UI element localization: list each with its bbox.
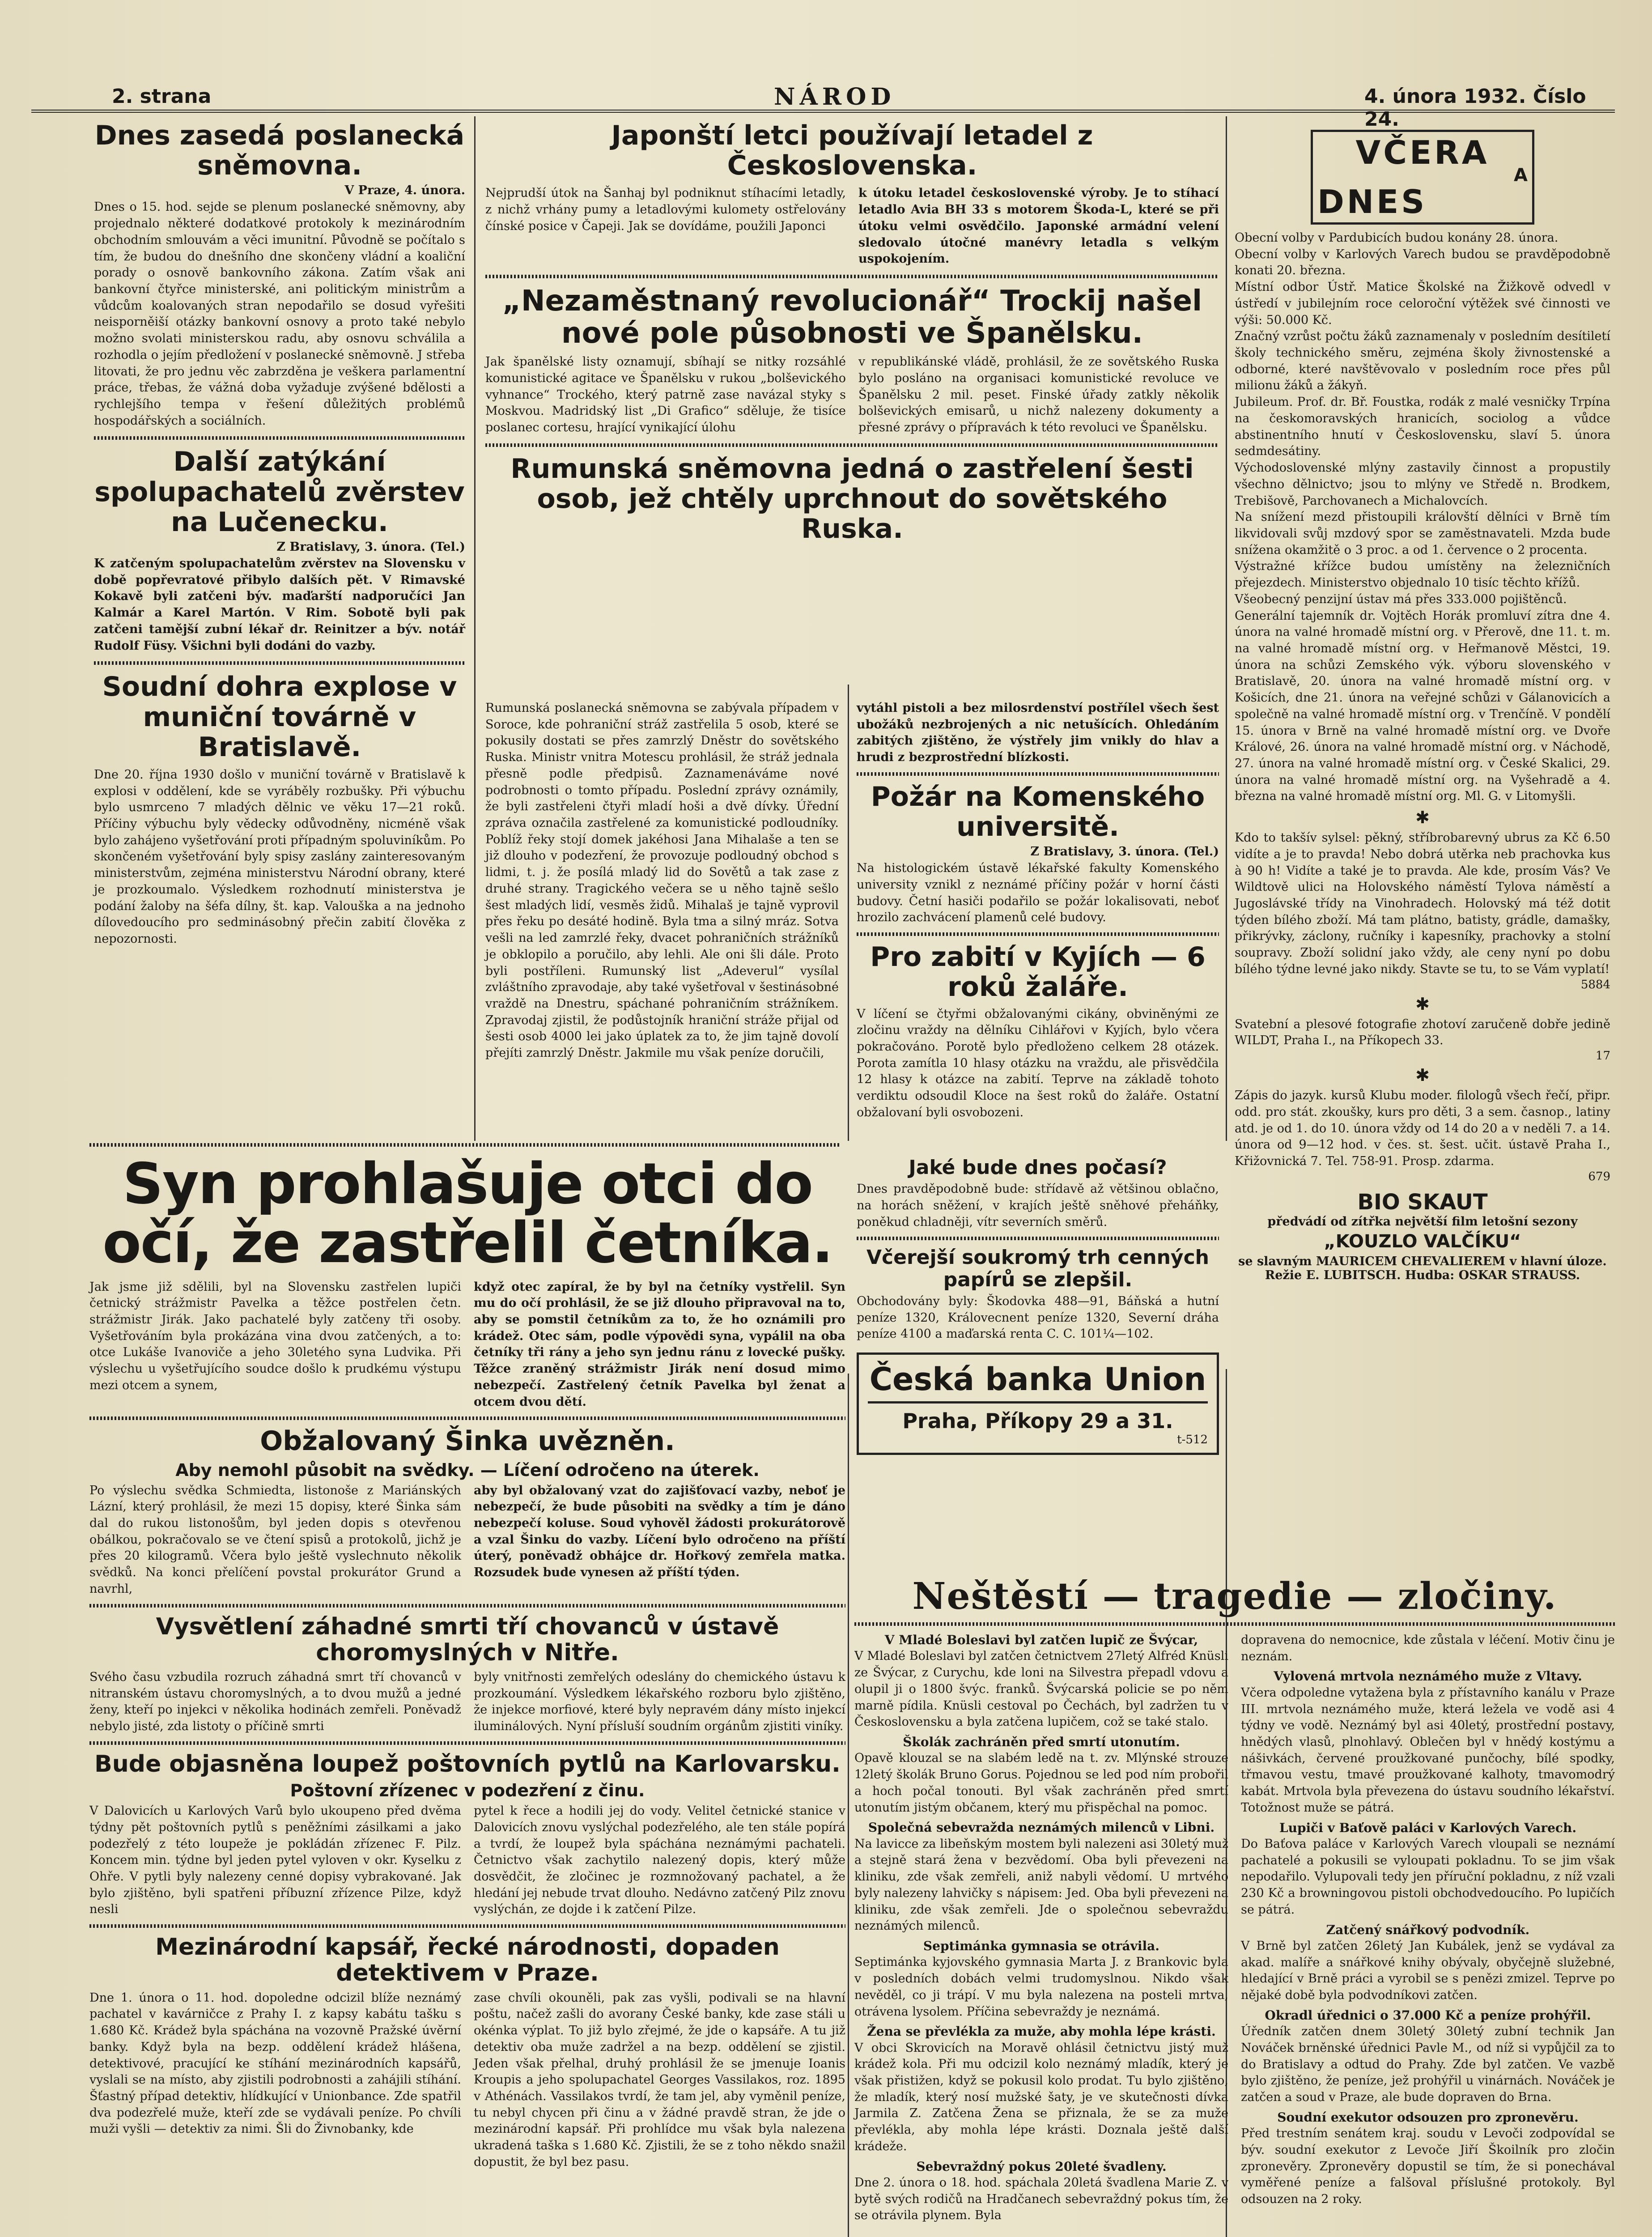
film-title: „KOUZLO VALČÍKU“ — [1324, 1231, 1521, 1252]
article-text: k útoku letadel československé výroby. Je to stíhací letadlo Avia BH 33 s motorem Škoda-L, které se při útoku velmi osvědčilo. Japonské armádní velení sledovalo útočné manévry letadla s velkým uspokojením. — [858, 186, 1219, 266]
section-rule — [89, 1143, 841, 1147]
crime-item-heading: Soudní exekutor odsouzen pro zpronevěru. — [1277, 2109, 1579, 2125]
crime-item-heading: Žena se převlékla za muže, aby mohla lépe krásti. — [867, 2024, 1216, 2039]
crime-item-heading: Sebevraždný pokus 20leté švadleny. — [916, 2159, 1167, 2174]
crime-item — [1241, 1820, 1615, 1918]
article-accidents-crimes — [854, 1575, 1615, 2228]
crime-item — [854, 1632, 1228, 1731]
section-rule — [89, 1604, 845, 1608]
section-rule — [857, 772, 1219, 776]
subheadline: Poštovní zřízenec v podezření z činu. — [290, 1781, 645, 1801]
crime-item — [1241, 2109, 1615, 2208]
headline: Další zatýkání spolupachatelů zvěrstev na Lučenecku. — [94, 446, 465, 538]
bank-advert — [857, 1352, 1219, 1455]
ad-code: 679 — [1588, 1170, 1610, 1183]
article-text: když otec zapíral, že by byl na četníky vystřelil. Syn mu do očí prohlásil, že se již dlouho připravoval na to, aby se pomstil četníkům za to, že ho oznámili pro krádež. Otec sám, podle výpovědi syna, vypálil na oba četníky tři rány a jeho syn jednu ránu z lovecké pušky. Těžce zraněný strážmistr Jirák není dosud mimo nebezpečí. Zastřelený četník Pavelka byl ženat a otcem dvou dětí. — [474, 1280, 845, 1409]
ad-code: t-512 — [1177, 1433, 1208, 1447]
crime-item-heading: Okradl úřednici o 37.000 Kč a peníze prohýřil. — [1265, 2007, 1591, 2023]
separator-star: ✱ — [1415, 994, 1430, 1014]
article-text: K zatčeným spolupachatelům zvěrstev na Slovensku v době popřevratové přibylo dalších pět. V Rimavské Kokavě byli zatčeni býv. maďarští nadporučíci Jan Kalmár a Karel Martón. V Rim. Sobotě byli pak zatčeni tamější zubní lékař dr. Reinitzer a býv. notář Rudolf Füsy. Všichni byli dodáni do vazby. — [94, 557, 465, 653]
crime-item — [854, 1734, 1228, 1816]
crime-item — [1241, 1922, 1615, 2004]
article-text: Dnes pravděpodobně bude: střídavě až většinou oblačno, na horách sněžení, v krajích ještě sněhové přeháňky, poněkud chladněji, vítr severních směrů. — [857, 1182, 1219, 1229]
headline: „Nezaměstnaný revolucionář“ Trockij našel nové pole působnosti ve Španělsku. — [502, 284, 1202, 350]
headline: Pro zabití v Kyjích — 6 roků žaláře. — [870, 941, 1206, 1003]
crime-item-text: Na lavicce za libeňským mostem byli nalezeni asi 30letý muž a stejně stará žena v bezvědomí. Oba byli převezeni na kliniku, zde však zemřeli, aniž nabyli vědomí. U mrtvého byly nalezeny lahvičky s nápisem: Jed. Oba byli převezeni na kliniku, zde však zemřeli. Jde o společnou sebevraždu neznámých milenců. — [854, 1837, 1228, 1933]
column-rule — [848, 1374, 849, 2237]
headline: Japonští letci používají letadel z Československa. — [611, 120, 1093, 182]
newspaper-title: NÁROD — [774, 83, 896, 111]
column-2 — [485, 121, 1219, 544]
headline: Soudní dohra explose v muniční továrně v Bratislavě. — [102, 671, 457, 763]
separator-star: ✱ — [1415, 1065, 1430, 1085]
headline: Obžalovaný Šinka uvězněn. — [260, 1425, 675, 1457]
crime-item-heading: Společná sebevražda neznámých milenců v Libni. — [868, 1820, 1215, 1835]
crimes-column-left — [854, 1632, 1228, 2228]
ad-code: 5884 — [1580, 978, 1610, 991]
news-item: Značný vzrůst počtu žáků zaznamenaly v posledním desítiletí školy technického směru, zejména školy živnostenské a odborné, které navštěvovalo v posledním roce přes půl milionu žáků a žákyň. — [1235, 329, 1610, 393]
article-romania — [485, 454, 1219, 544]
article-text: Po výslechu svědka Schmiedta, listonoše z Mariánských Lázní, který prohlásil, že mezi 15 dopisy, které Šinka sám dal do rukou listonošům, byl jeden dopis s otevřenou obálkou, pokračovalo se ve čtení spisů a protokolů, jichž je přes 20 kilogramů. Včera bylo ještě vyslechnuto několik svědků. Na konci přelíčení povstal prokurátor Grund a navrhl, — [89, 1483, 461, 1596]
section-rule — [94, 661, 465, 665]
article-text: Na histologickém ústavě lékařské fakulty Komenského university vznikl z neznámé příčiny požár v horní části budovy. Četní hasiči podařilo se požár lokalisovati, neboť hrozilo zachvácení plamenů celé budovy. — [857, 861, 1219, 925]
news-item: Na snížení mezd přistoupili královští dělníci v Brně tím likvidovali svůj mzdový spor se zaměstnavateli. Mzda bude snížena okamžitě o 3 proc. a od 1. července o 2 procenta. — [1235, 510, 1610, 557]
advert-text: Zápis do jazyk. kursů Klubu moder. filologů všech řečí, připr. odd. pro stát. zkoušky, kurs pro děti, 3 a sem. časnop., latiny atd. je od 1. do 10. února vždy od 14 do 20 a v neděli 7. a 14. února od 9—12 hod. v čes. st. šest. učit. ústavě Praha I., Křižovnická 7. Tel. 758-91. Prosp. zdarma. — [1235, 1089, 1610, 1168]
news-item: Místní odbor Ústř. Matice Školské na Žižkově odvedl v ústředí v jubilejním roce celoroční výtěžek své činnosti ve výši: 50.000 Kč. — [1235, 280, 1610, 327]
crime-item-text: Včera odpoledne vytažena byla z přístavního kanálu v Praze III. mrtvola neznámého muže, která ležela ve vodě asi 4 týdny ve vodě. Neznámý byl asi 40letý, prostřední postavy, hnědých vlasů, plnohlavý. Oblečen byl v hnědý kostýmu a nášivkách, červené proužkované punčochy, bílé spodky, třmavou vestu, tmavé proužkované kalhoty, tmavomodrý kabát. Mrtvola byla převezena do ústavu soudního lékařství. Totožnost muže se pátrá. — [1241, 1685, 1615, 1815]
crime-item-text: Opavě klouzal se na slabém ledě na t. zv. Mlýnské strouze 12letý školák Bruno Gorus. Pojednou se led pod ním probořil a hoch počal tonouti. Byl však zachráněn před smrtí utonutím jistým občanem, který mu přispěchal na pomoc. — [854, 1751, 1228, 1815]
headline: Rumunská sněmovna jedná o zastřelení šesti osob, jež chtěly uprchnout do sovětského Ruska. — [510, 453, 1194, 545]
crime-item-text: Úředník zatčen dnem 30letý 30letý zubní technik Jan Nováček brněnské úřednici Pavle M., od níž si vypůjčil za to do Bratislavy a odtud do Prahy. Zde byl zatčen. Ve vazbě bylo zjištěno, že peníze, jež prohýřil u vinárnách. Nováček je zatčen a soud v Praze, ale bude dopraven do Brna. — [1241, 2024, 1615, 2105]
section-rule — [89, 1924, 845, 1928]
article-text: vytáhl pistoli a bez milosrdenství postřílel všech šest ubožáků nezbrojených a nic netušících. Ohledáním zabitých zjištěno, že výstřely jim vnikly do hlav a hrudi z bezprostřední blízkosti. — [857, 701, 1219, 765]
crime-item-heading: Septimánka gymnasia se otrávila. — [923, 1938, 1160, 1953]
masthead — [31, 67, 1615, 131]
news-item: Obecní volby v Karlových Varech budou se pravděpodobně konati 20. března. — [1235, 247, 1610, 278]
article-explosion — [94, 672, 465, 947]
subheadline: Aby nemohl působit na svědky. — Líčení odročeno na úterek. — [175, 1460, 760, 1480]
article-text: Nejprudší útok na Šanhaj byl podniknut stíhacími letadly, z nichž vrhány pumy a letadlovými kulomety ostřelovány čínské posice v Čapeji. Jak se dovídáme, použili Japonci — [485, 186, 846, 233]
article-text: byly vnitřnosti zemřelých odeslány do chemického ústavu k prozkoumání. Výsledkem lékařského rozboru bylo zjištěno, že injekce morfiové, které byly nepravém dány místo injekcí iluminálových. Nyní přísluší soudním orgánům zjistiti viníky. — [474, 1670, 845, 1734]
article-fire — [857, 782, 1219, 926]
crime-item-heading: V Mladé Boleslavi byl zatčen lupič ze Švýcar, — [884, 1633, 1198, 1647]
article-trial-kyje — [857, 942, 1219, 1121]
column-2-right — [857, 700, 1219, 1121]
crime-item-heading: Lupiči v Baťově paláci v Karlových Varech. — [1279, 1820, 1577, 1835]
article-text: zase chvíli okouněli, pak zas vyšli, podivali se na hlavní poštu, načež zašli do avorany České banky, kde zase stáli u okénka výplat. To již bylo zřejmé, že jde o kapsáře. A tu již detektiv oba muže zadržel a na bezp. oddělení se zjistil. Jeden však přelhal, druhý prohlásil že se jmenuje Ioanis Kroupis a jeho spolupachatel Georges Vassilakos, roz. 1895 v Athénách. Vassilakos tvrdí, že tam jel, aby vyměnil peníze, tu nebyl chycen při činu a v žádné pravdě stran, že jde o mezinárodní kapsář. Při prohlídce mu však byla nalezena ukradená taška s 1.680 Kč. Zjistili, že se z toho někdo snažil dopustit, že byl bez pasu. — [474, 1990, 845, 2169]
logo-text: A — [1514, 165, 1528, 186]
article-son-gendarme — [89, 1151, 845, 2171]
crime-item-text: V Brně byl zatčen 26letý Jan Kubálek, jenž se vydával za akad. malíře a snářkové knihy obývaly, obyčejně služebné, hledající v Brně práci a vyrobil se s penězi zmizel. Teprve po nějaké době byla podvodníkovi zatčen. — [1241, 1939, 1615, 2003]
article-text: Rumunská poslanecká sněmovna se zabývala případem v Soroce, kde pohraniční stráž zastřelila 5 osob, které se pokusily dostati se přes zamrzlý Dněstr do sovětského Ruska. Ministr vnitra Motescu prohlásil, že stráž jednala přesně podle předpisů. Zaznamenáváme nové podrobnosti o tomto případu. Poslední zprávy oznámily, že byli zastřeleni čtyři mladí hoši a dvě dívky. Úřední zpráva označila zastřelené za komunistické podloudníky. Poblíž řeky stojí domek jakéhosi Jana Mihalaše a ten se již dlouho v podezření, že provozuje podloudný obchod s lidmi, t. j. že posílá mladý lid do Sovětů a tak zase z druhé strany. Tragického večera se u něho tajně sešlo šest mladých lidí, vesměs židů. Mihalaš je tajně vyprovil přes řeku po desáté hodině. Byla tma a silný mráz. Sotva vešli na led zamrzlé řeky, dvacet pohraničních strážníků je obklopilo a poručilo, aby lehli. Ale oni šli dále. Proto byli postříleni. Rumunský list „Adeverul“ vysílal zvláštního zpravodaje, aby také vyšetřoval v šestinásobné vraždě na Dnestru, spáchané pohraničním strážníkem. Zpravodaj zjistil, že podůstojník hraniční stráže přijal od šesti osob 4000 lei jako úplatek za to, že jim tajně dovolí přejíti zamrzlý Dněstr. Jakmile mu však peníze doručili, — [485, 701, 839, 1060]
crime-item-text: Septimánka kyjovského gymnasia Marta J. z Brankovic byla v posledních dobách velmi trudomyslnou. Nikdo však nevěděl, co ji trápí. V mu byla nalezena na posteli mrtva, otrávena lysolem. Příčina sebevraždy je neznámá. — [854, 1955, 1228, 2019]
cinema-name: BIO SKAUT — [1357, 1189, 1488, 1215]
crime-item — [854, 1820, 1228, 1935]
headline: Bude objasněna loupež poštovních pytlů na Karlovarsku. — [94, 1750, 841, 1778]
news-item: Všeobecný penzijní ústav má přes 333.000 pojištěnců. — [1235, 592, 1567, 606]
section-rule — [485, 443, 1219, 447]
crime-item-text: V obci Skrovicích na Moravě ohlásil četnictvu jistý muž krádež kola. Při mu odcizil kolo neznámý mladík, který je však přistižen, když se pokusil kolo prodat. Tu bylo zjištěno, že mladík, který nosí mužské šaty, je ve skutečnosti dívka Jarmila Z. Zatčena Žena se přiznala, že se za muže převlékla, aby mohla lépe krásti. Doznala ještě další krádeže. — [854, 2041, 1228, 2153]
article-japanese-pilots — [485, 121, 1219, 268]
crime-item-text: Do Baťova paláce v Karlových Varech vloupali se neznámí pachatelé a pokusili se vyloupati pokladnu. To se jim však nepodařilo. Vylupovali tedy jen příruční pokladnu, z níž vzali 230 Kč a browningovou pistoli obchodvedoucího. Po lupičích se pátrá. — [1241, 1837, 1615, 1917]
advert-text: Svatební a plesové fotografie zhotoví zaručeně dobře jedině WILDT, Praha I., na Příkopech 33. — [1235, 1017, 1610, 1048]
section-rule — [485, 275, 1219, 278]
article-mail-bags — [89, 1751, 845, 1918]
issue-date: 4. února 1932. Číslo 24. — [1364, 85, 1586, 131]
article-text: Dnes o 15. hod. sejde se plenum poslanecké sněmovny, aby projednalo některé dodatkové protokoly k mezinárodním obchodním smlouvám a věci imunitní. Původně se počítalo s tím, že budou do dnešního dne skončeny vládní a koaliční porady o osnově bankovního zákona. Zatím však ani bankovní čtyřce ministerské, ani politickým ministrům a vůdcům koalovaných stran nepodařilo se dosud vyřešiti neisporněiší otázky bankovní osnovy a proto také nebylo možno svolati ministerskou radu, aby osnovu schválila a rozhodla o jejím předložení v poslanecké sněmovně. J střeba litovati, že pro jednu věc zabrzděna je veškera parlamentní práce, třebas, že vážná doba vyžaduje zvýšené bdělosti a rychlejšího tempa v řešení důležitých problémů hospodářských a sociálních. — [94, 200, 465, 428]
column-rule — [848, 685, 849, 1141]
crime-item-heading: Školák zachráněn před smrtí utonutím. — [903, 1734, 1180, 1749]
article-text: v republikánské vládě, prohlásil, že ze sovětského Ruska bylo posláno na organisaci komunistické revoluce ve Španělsku 2 mil. peset. Finské úřady zatkly několik bolševických emisarů, u nichž nalezeny dokumenty a přesné zprávy o přípravách k této revoluci ve Španělsku. — [858, 355, 1219, 435]
article-text: V líčení se čtyřmi obžalovanými cikány, obviněnými ze zločinu vraždy na dělníku Cihlářovi v Kyjích, bylo včera pokračováno. Porotě bylo předloženo celkem 28 otázek. Porota zamítla 10 hlasy otázku na vraždu, ale přisvědčila 12 hlasy k otázce na zabití. Teprve na základě tohoto verdiktu odsoudil Kloce na šest roků do žaláře. Ostatní obžalovaní byli osvobozeni. — [857, 1007, 1219, 1119]
article-text: Dne 20. října 1930 došlo v muniční továrně v Bratislavě k explosi v oddělení, kde se vyráběly rozbušky. Při výbuchu bylo usmrceno 7 mladých dělnic ve věku 17—21 roků. Příčiny výbuchu byly vědecky odůvodněny, nicméně však bylo zahájeno vyšetřování proti případným spoluviníkům. Po skončeném vyšetřování byly spisy zaslány zainteresovaným ministerstvům, zejména ministerstvu Národní obrany, které je prozkoumalo. Výsledkem rozhodnutí ministerstva je podání žaloby na šéfa dílny, št. kap. Valouška a na jednoho dílovedoucího pro sedminásobný přečin zabití člověka z nepozornosti. — [94, 767, 465, 946]
column-2-lower — [857, 1157, 1219, 1455]
logo-text: VČERA — [1355, 134, 1490, 171]
dateline: Z Bratislavy, 3. února. (Tel.) — [1030, 845, 1219, 859]
page-number: 2. strana — [112, 85, 212, 108]
vcera-dnes-logo — [1311, 130, 1534, 225]
article-parliament — [94, 121, 465, 429]
headline: Syn prohlašuje otci do očí, že zastřelil četníka. — [102, 1151, 832, 1276]
article-text: aby byl obžalovaný vzat do zajišťovací vazby, neboť je nebezpečí, že bude působiti na svědky a tím je dáno nebezpečí koluse. Soud vyhověl žádosti prokurátorově a vzal Šinku do vazby. Líčení bylo odročeno na příští úterý, poněvadž obhájce dr. Hořkový zemřela matka. Rozsudek bude vynesen až příští týden. — [474, 1483, 845, 1580]
logo-text: DNES — [1317, 183, 1427, 221]
crime-item — [854, 2024, 1228, 2155]
crime-item — [854, 1938, 1228, 2020]
section-rule — [857, 1237, 1219, 1240]
headline: Mezinárodní kapsář, řecké národnosti, dopaden detektivem v Praze. — [155, 1934, 780, 1987]
crime-item — [854, 2159, 1228, 2224]
bank-name: Česká banka Union — [868, 1361, 1208, 1403]
headline: Vysvětlení záhadné smrti tří chovanců v ústavě choromyslných v Nitře. — [156, 1613, 779, 1666]
headline: Dnes zasedá poslanecká sněmovna. — [94, 120, 465, 182]
section-rule — [89, 1741, 845, 1745]
article-text: Dne 1. února o 11. hod. dopoledne odcizil blíže neznámý pachatel v kavárničce z Prahy I. z kapsy kabátu tašku s 1.680 Kč. Krádež byla spáchána na vozovně Pražské úvěrní banky. Když byla na bezp. oddělení krádež hlášena, detektivové, pracující ke stíhání mezinárodních kapsářů, vyslali se na místo, aby zjistili podrobnosti a zahájili stíhání. Šťastný případ detektiv, hlídkující v Unionbance. Zde spatřil dva podezřelé muže, kteří zde se vydávali peníze. Po chvíli muži vyšli — detektiv za nimi. Šli do Živnobanky, kde — [89, 1990, 461, 2136]
headline: Neštěstí — tragedie — zločiny. — [912, 1575, 1557, 1618]
article-text: Jak jsme již sdělili, byl na Slovensku zastřelen lupiči četnický strážmistr Pavelka a těžce postřelen četn. strážmistr Jirák. Jako pachatelé byly zatčeny tři osoby. Vyšetřováním byla prokázána vina dvou zatčených, a to: otce Lukáše Ivanoviče a jeho 30letého syna Ludvika. Při výslechu u vyšetřujícího soudce došlo k prudkému výstupu mezi otcem a synem, — [89, 1280, 461, 1392]
crime-item-text: V Mladé Boleslavi byl zatčen četnictvem 27letý Alfréd Knüsli ze Švýcar, z Curychu, kde loni na Silvestra přepadl vdovu a olupil ji o 1800 švýc. franků. Švýcarská policie se po něm marně pídila. Knüsli cestoval po Čechách, byl zadržen tu v Československu a byla zatčena lupičem, což se také stalo. — [854, 1649, 1228, 1729]
article-sinka — [89, 1426, 845, 1597]
separator-star: ✱ — [1415, 808, 1430, 828]
column-rule — [474, 116, 476, 1141]
news-item: Jubileum. Prof. dr. Bř. Foustka, rodák z malé vesničky Trpína na českomoravských hranicích, sociolog a vůdce abstinentního hnutí v Československu, slaví 5. února sedmdesátiny. — [1235, 395, 1610, 459]
dateline: V Praze, 4. února. — [344, 183, 465, 198]
advert-text: Kdo to takšív sylsel: pěkný, stříbrobarevný ubrus za Kč 6.50 vidíte a je to pravda! Nebo dobrá utěrka neb prachovka kus à 90 h! Vidíte a také je to pravda. Ale kde, prosím Vás? Ve Wildtově ulici na Holovského náměstí Tylova náměstí a Jugoslávské třídy na Vinohradech. Holovský má též dotit týden bílého zboží. Má tam plátno, batisty, grádle, damašky, přikrývky, záclony, ručníky i kapesníky, prachovky a stolní soupravy. Zboží solidní jako vždy, ale ceny nyní po dobu bílého týdne levné jako nikdy. Stavte se tu, to se Vám vyplatí! — [1235, 831, 1610, 976]
cinema-text: se slavným MAURICEM CHEVALIEREM v hlavní úloze. Režie E. LUBITSCH. Hudba: OSKAR STRAUSS. — [1238, 1254, 1607, 1282]
bank-address: Praha, Příkopy 29 a 31. — [902, 1409, 1173, 1433]
news-item: Generální tajemník dr. Vojtěch Horák promluví zítra dne 4. února na valné hromadě místní org. v Přerově, dne 11. t. m. na valné hromadě místní org. v Heřmanově Městci, 19. února na schůzi Zemského výk. výboru slovenského v Bratislavě, 20. února na valné hromadě místní org. v Košicích, dne 21. února na veřejné schůzi v Gálanovicích a společně na valné hromadě místní org. v Trenčíně. V pondělí 15. února v Brně na valné hromadě místní org. ve Dvoře Králové, 26. února na valné hromadě místní org. v Náchodě, 27. února na valné hromadě místní org. v České Skalici, 29. února na valné hromadě místní org. na Vyšehradě a 4. března na valné hromadě místní org. Ml. G. v Litomyšli. — [1235, 608, 1610, 804]
article-text: Svého času vzbudila rozruch záhadná smrt tří chovanců v nitranském ústavu choromyslných, a to dvou mužů a jedné ženy, kteří po injekci v několika hodinách zemřeli. Poněvadž nebylo jisté, zda listoty o příčině smrti — [89, 1670, 461, 1734]
column-1 — [94, 121, 465, 948]
crime-item-heading: Vylovená mrtvola neznámého muže z Vltavy. — [1274, 1669, 1582, 1684]
article-trotsky — [485, 285, 1219, 436]
section-rule — [94, 436, 465, 440]
news-item: Východoslovenské mlýny zastavily činnost a propustily všechno dělnictvo; jsou to mlýny ve Středě n. Brodkem, Trebišově, Parchovanech a Michalovcích. — [1235, 461, 1610, 508]
section-rule — [857, 932, 1219, 936]
crime-item-heading: Zatčený snářkový podvodník. — [1326, 1922, 1530, 1937]
headline: Požár na Komenského universitě. — [871, 781, 1205, 843]
section-rule — [854, 1622, 1615, 1626]
crime-item-text: dopravena do nemocnice, kde zůstala v léčení. Motiv činu je neznám. — [1241, 1633, 1615, 1663]
headline: Včerejší soukromý trh cenných papírů se zlepšil. — [866, 1246, 1209, 1291]
article-text: V Dalovicích u Karlových Varů bylo ukoupeno před dvěma týdny pět poštovních pytlů s peněžními zásilkami a jako podezřelý z této loupeže je pokládán zřízenec F. Pilz. Koncem min. týdne byl jeden pytel vyloven v okr. Kyselku z Ohře. V pytli byly nalezeny cenné dopisy vybrakované. Jak bylo zjištěno, byli spatřeni příbuzní zřízence Pilze, když nesli — [89, 1804, 461, 1917]
column-3 — [1235, 130, 1610, 1282]
dateline: Z Bratislavy, 3. února. (Tel.) — [276, 540, 465, 554]
article-text: pytel k řece a hodili jej do vody. Velitel četnické stanice v Dalovicích znovu vyslýchal podezřelého, ale ten stále popírá a tvrdí, že loupež byla spáchána neznámými pachateli. Četnictvo však zachytilo nalezený dopis, který může dosvědčit, že zločinec je rozmnožovaný pachatel, a že hledání jej nebude trvat dlouho. Nedávno zatčený Pilz znovu vyslýchán, ze dojde i k zatčení Pilze. — [474, 1804, 845, 1917]
crime-item — [1241, 1632, 1615, 1665]
crime-item-text: Dne 2. února o 18. hod. spáchala 20letá švadlena Marie Z. v bytě svých rodičů na Hradčanech sebevraždný pokus tím, že se otrávila plynem. Byla — [854, 2176, 1228, 2223]
article-text: Jak španělské listy oznamují, sbíhají se nitky rozsáhlé komunistické agitace ve Španělsku v rukou „bolševického vyhnance“ Trockého, který patrně zase navázal styky s Moskvou. Madridský list „Di Grafico“ sděluje, že tisíce poslanec cortesu, hrající vynikající úlohu — [485, 355, 846, 435]
article-pickpocket — [89, 1934, 845, 2170]
crime-item-text: Před trestním senátem kraj. soudu v Levoči zodpovídal se býv. soudní exekutor z Levoče Jiří Škoilník pro zločin zpronevěry. Zpronevěry dopustil se tím, že si ponechával vyměřené peníze a falšoval příslušné protokoly. Byl odsouzen na 2 roky. — [1241, 2126, 1615, 2207]
article-arrests — [94, 447, 465, 654]
cinema-text: předvádí od zítřka největší film letošní sezony — [1267, 1214, 1578, 1229]
article-text: Obchodovány byly: Škodovka 488—91, Báňská a hutní peníze 1320, Královecnent peníze 1320, Severní dráha peníze 4100 a maďarská renta C. C. 101¼—102. — [857, 1294, 1219, 1341]
headline: Jaké bude dnes počasí? — [909, 1156, 1167, 1179]
romania-text — [485, 700, 839, 1062]
crime-item — [1241, 2007, 1615, 2106]
column-rule — [1226, 116, 1227, 1141]
ad-code: 17 — [1595, 1049, 1610, 1063]
news-item: Obecní volby v Pardubicích budou konány 28. února. — [1235, 231, 1559, 245]
news-item: Výstražné křížce budou umístěny na železničních přejezdech. Ministerstvo objednalo 10 tisíc těchto křížů. — [1235, 559, 1610, 590]
article-weather — [857, 1157, 1219, 1230]
section-rule — [89, 1416, 845, 1420]
article-nitra — [89, 1614, 845, 1735]
crimes-column-right — [1241, 1632, 1615, 2228]
crime-item — [1241, 1668, 1615, 1816]
article-market — [857, 1246, 1219, 1343]
